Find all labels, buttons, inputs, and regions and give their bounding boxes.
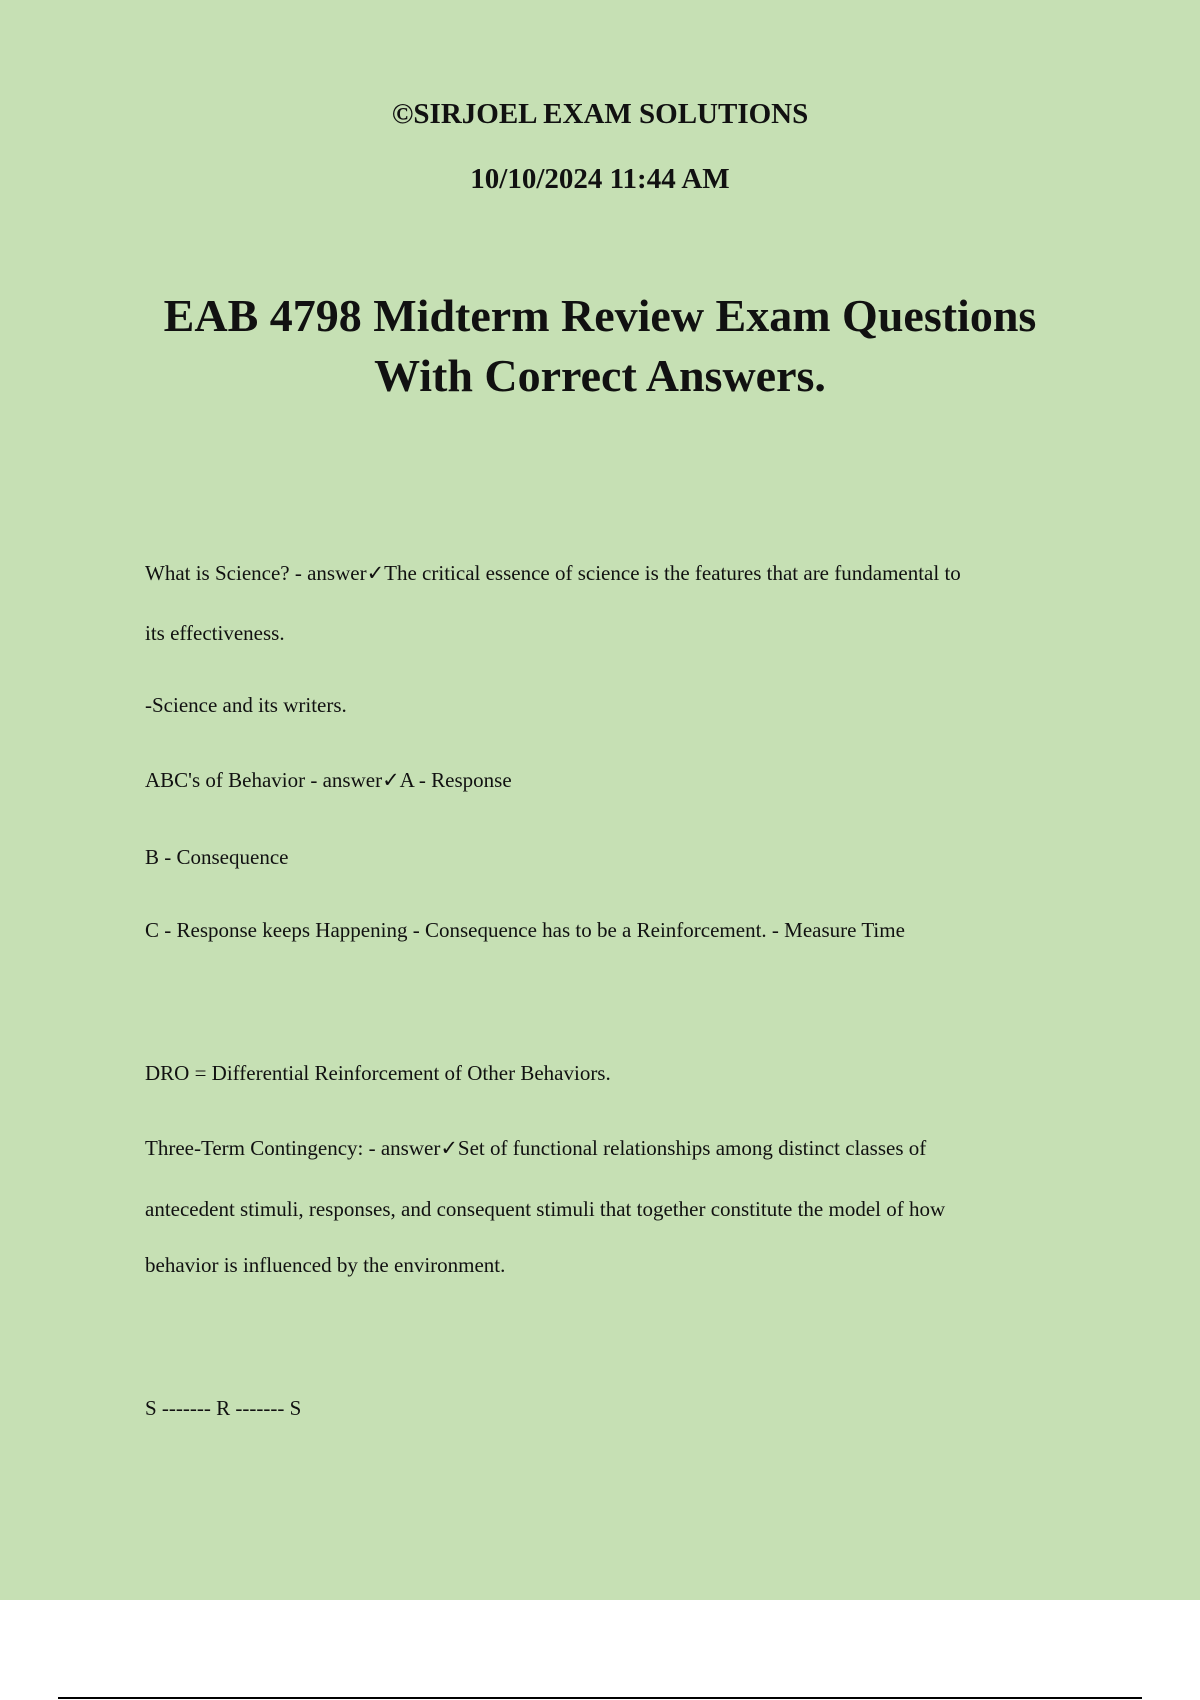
dro-definition: DRO = Differential Reinforcement of Other Behaviors. [145, 1061, 611, 1085]
brand-header: ©SIRJOEL EXAM SOLUTIONS [391, 98, 809, 130]
footer-divider [58, 1697, 1142, 1699]
title-line-1: EAB 4798 Midterm Review Exam Questions [163, 290, 1037, 341]
srs-diagram-text: S ------- R ------- S [145, 1396, 302, 1420]
question-three-term: Three-Term Contingency: - answer✓Set of functional relationships among distinct classes of [145, 1136, 927, 1160]
question-science: What is Science? - answer✓The critical essence of science is the features that are fundamental to [145, 561, 961, 585]
answer-abc-b: B - Consequence [145, 845, 289, 869]
answer-three-term-end: behavior is influenced by the environment. [145, 1253, 506, 1277]
answer-science-note: -Science and its writers. [145, 693, 347, 717]
answer-science-cont: its effectiveness. [145, 621, 285, 645]
answer-three-term-cont: antecedent stimuli, responses, and consequent stimuli that together constitute the model of how [145, 1197, 946, 1221]
title-line-2: With Correct Answers. [374, 350, 826, 401]
document-datetime: 10/10/2024 11:44 AM [470, 163, 730, 195]
document-title [100, 286, 1100, 406]
answer-abc-c: C - Response keeps Happening - Consequence has to be a Reinforcement. - Measure Time [145, 918, 905, 942]
question-abc: ABC's of Behavior - answer✓A - Response [145, 768, 512, 792]
